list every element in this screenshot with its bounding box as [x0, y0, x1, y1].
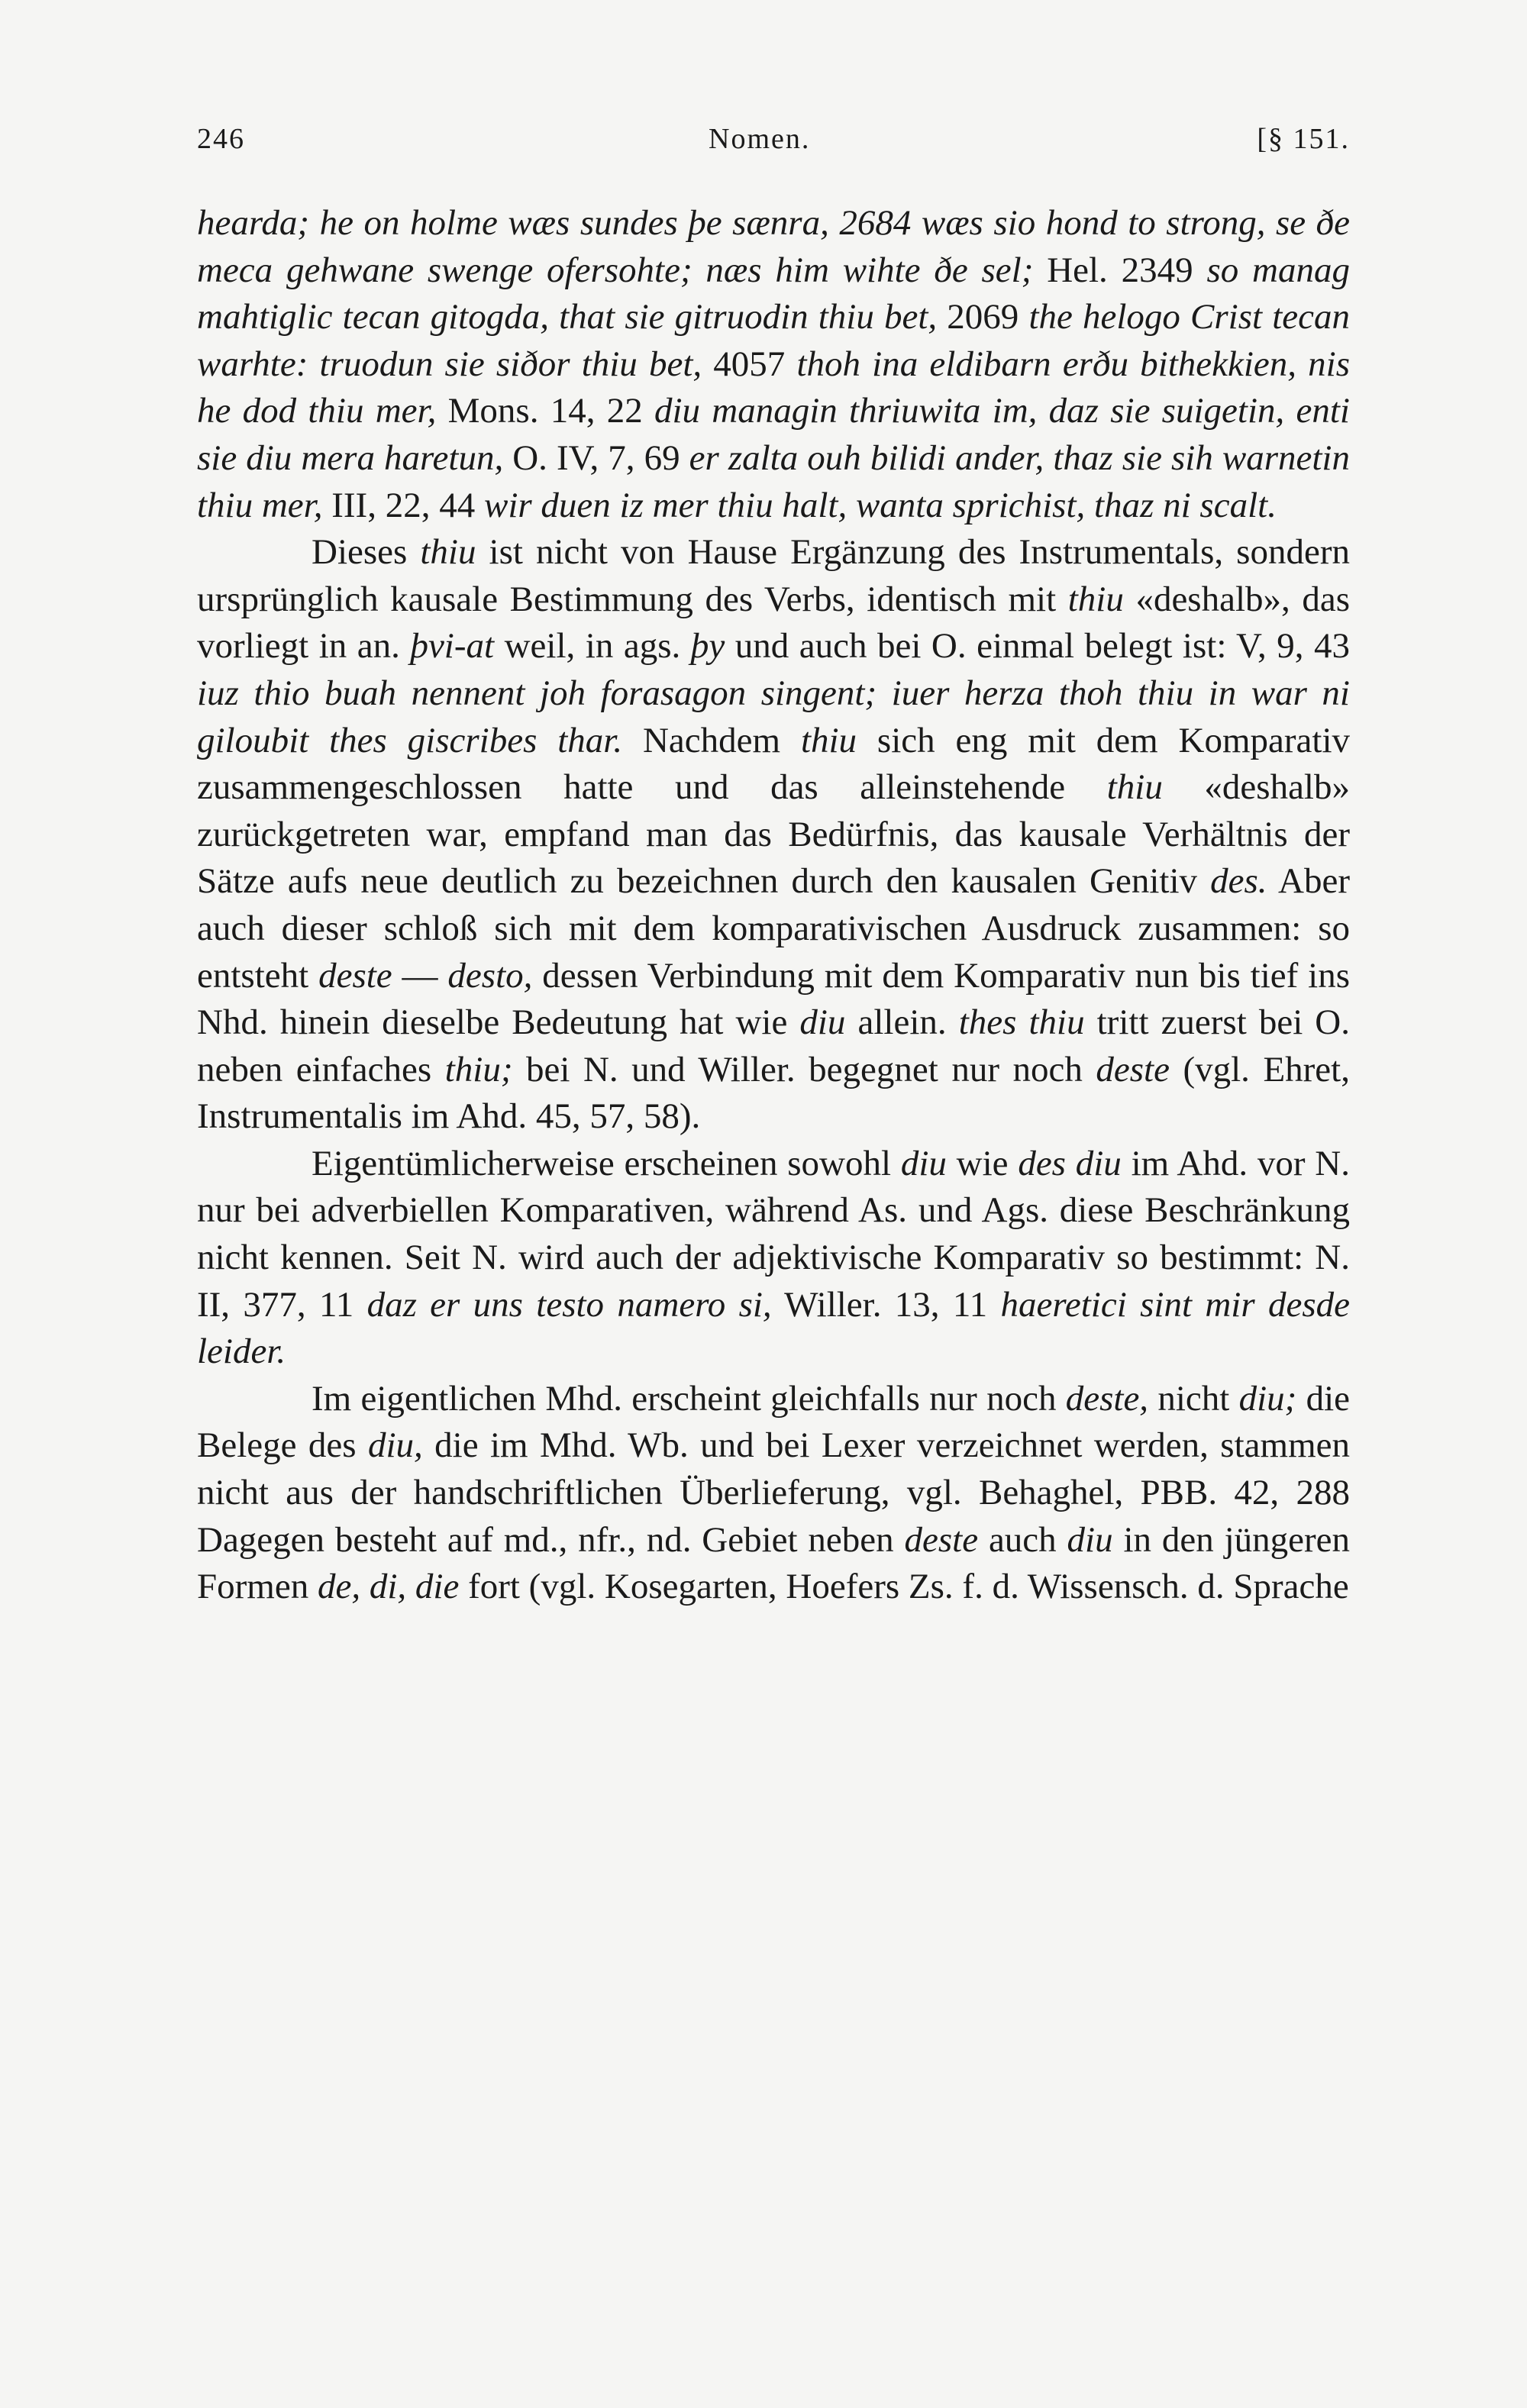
italic-run: thoh ina eldibarn erðu bithekkien, nis he dod thiu mer,: [197, 344, 1351, 431]
text-run: O. IV, 7, 69: [503, 437, 689, 478]
italic-run: deste: [1096, 1049, 1170, 1089]
text-run: auch: [978, 1519, 1067, 1560]
text-run: fort (vgl. Kosegarten, Hoefers Zs. f. d. Wissensch. d. Sprache: [459, 1567, 1349, 1607]
italic-run: diu: [799, 1002, 846, 1043]
text-run: bei N. und Willer. begegnet nur noch: [512, 1049, 1096, 1089]
text-run: 4057: [702, 344, 797, 384]
text-run: im Ahd. vor N. nur bei adverbiellen Komparativen, während As. und Ags. diese Beschränkung nicht kennen. Seit N. wird auch der adjektivische Komparativ so bestimmt: N. II, 377, 11: [197, 1143, 1350, 1325]
italic-run: hearda; he on holme wæs sundes þe sænra, 2684 wæs sio hond to strong, se ðe meca gehwane swenge ofersohte; næs him wihte ðe sel;: [197, 203, 1350, 290]
italic-run: so manag mahtiglic tecan gitogda, that sie gitruodin thiu bet,: [197, 250, 1350, 337]
italic-run: diu,: [367, 1425, 423, 1466]
italic-run: thiu: [420, 532, 476, 573]
text-run: wie: [946, 1143, 1019, 1183]
text-run: in den jüngeren Formen: [197, 1519, 1351, 1607]
italic-run: thiu: [800, 720, 857, 760]
italic-run: thiu: [1106, 767, 1163, 808]
italic-run: diu: [1067, 1519, 1113, 1560]
text-run: Hel. 2349: [1033, 250, 1207, 290]
text-run: Im eigentlichen Mhd. erscheint gleichfalls nur noch: [312, 1378, 1066, 1419]
text-run: «deshalb», das vorliegt in an.: [197, 579, 1350, 667]
italic-run: haeretici sint mir desde leider.: [197, 1284, 1350, 1372]
paragraph: [197, 200, 1350, 529]
text-run: nicht: [1148, 1378, 1239, 1419]
text-run: III, 22, 44: [322, 485, 484, 525]
italic-run: wir duen iz mer thiu halt, wanta sprichist, thaz ni scalt.: [483, 485, 1277, 525]
running-header: [197, 122, 1350, 168]
italic-run: thiu;: [444, 1049, 513, 1089]
text-run: Eigentümlicherweise erscheinen sowohl: [312, 1143, 901, 1183]
text-run: allein.: [845, 1002, 959, 1043]
section-mark: [§ 151.: [1257, 123, 1350, 155]
italic-run: deste: [318, 955, 392, 996]
text-run: tritt zuerst bei O. neben einfaches: [197, 1002, 1350, 1089]
italic-run: þy: [690, 626, 725, 667]
text-run: —: [392, 955, 448, 996]
italic-run: diu managin thriuwita im, daz sie suigetin, enti sie diu mera haretun,: [197, 391, 1350, 478]
italic-run: des diu: [1018, 1143, 1122, 1183]
paragraph: [197, 1141, 1350, 1376]
italic-run: des.: [1210, 861, 1267, 902]
italic-run: daz er uns testo namero si,: [366, 1284, 772, 1325]
italic-run: iuz thio buah nennent joh forasagon singent; iuer herza thoh thiu in war ni giloubit thes giscribes thar.: [197, 673, 1350, 760]
italic-run: er zalta ouh bilidi ander, thaz sie sih warnetin thiu mer,: [197, 437, 1350, 525]
paragraph: [197, 529, 1350, 1141]
text-run: und auch bei O. einmal belegt ist: V, 9, 43: [725, 626, 1350, 667]
italic-run: desto,: [447, 955, 533, 996]
italic-run: thes thiu: [958, 1002, 1085, 1043]
text-run: sich eng mit dem Komparativ zusammengeschlossen hatte und das alleinstehende: [197, 720, 1351, 808]
body-text: [197, 200, 1350, 1611]
text-run: Aber auch dieser schloß sich mit dem komparativischen Ausdruck zusammen: so entsteht: [197, 861, 1350, 996]
text-run: die im Mhd. Wb. und bei Lexer verzeichnet werden, stammen nicht aus der handschriftlichen Überlieferung, vgl. Behaghel, PBB. 42, 288 Dagegen besteht auf md., nfr., nd. Gebiet neben: [197, 1425, 1350, 1560]
paragraph: [197, 1376, 1350, 1611]
text-run: Mons. 14, 22: [436, 391, 654, 431]
italic-run: de, di, die: [317, 1567, 460, 1607]
italic-run: þvi-at: [410, 626, 495, 667]
italic-run: thiu: [1067, 579, 1124, 619]
italic-run: diu: [900, 1143, 947, 1183]
italic-run: deste: [904, 1519, 979, 1560]
text-run: (vgl. Ehret, Instrumentalis im Ahd. 45, 57, 58).: [197, 1049, 1350, 1137]
text-run: die Belege des: [197, 1378, 1351, 1466]
text-run: dessen Verbindung mit dem Komparativ nun bis tief ins Nhd. hinein dieselbe Bedeutung hat wie: [197, 955, 1351, 1043]
text-run: Willer. 13, 11: [771, 1284, 1001, 1325]
page-number: 246: [197, 123, 245, 155]
text-run: Dieses: [312, 532, 421, 573]
text-run: «deshalb» zurückgetreten war, empfand man das Bedürfnis, das kausale Verhältnis der Sätze aufs neue deutlich zu bezeichnen durch den kausalen Genitiv: [197, 767, 1350, 902]
text-run: 2069: [937, 297, 1029, 337]
text-run: weil, in ags.: [494, 626, 691, 667]
italic-run: deste,: [1065, 1378, 1149, 1419]
text-run: Nachdem: [622, 720, 801, 760]
running-title: Nomen.: [709, 123, 811, 155]
italic-run: diu;: [1238, 1378, 1297, 1419]
italic-run: the helogo Crist tecan warhte: truodun sie siðor thiu bet,: [197, 297, 1350, 384]
text-run: ist nicht von Hause Ergänzung des Instrumentals, sondern ursprünglich kausale Bestimmung des Verbs, identisch mit: [197, 532, 1350, 619]
